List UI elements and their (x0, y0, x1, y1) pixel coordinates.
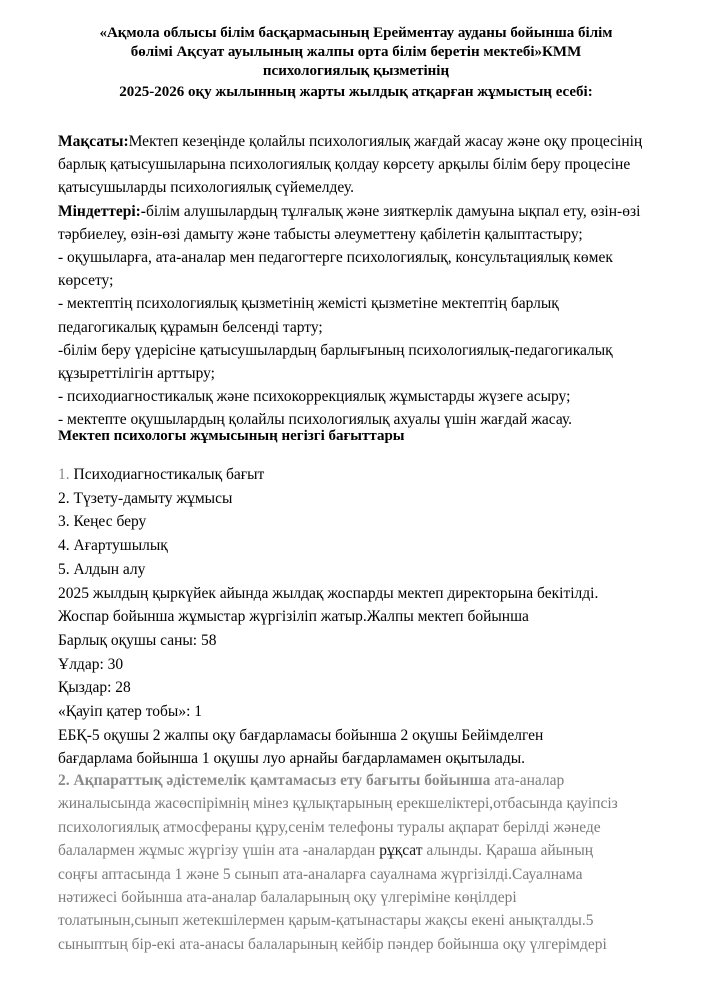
tasks-line-1 (58, 200, 668, 223)
goal-label: Мақсаты: (58, 133, 129, 150)
sen-line-2: бағдарлама бойынша 1 оқушы луо арнайы бағдарламамен оқытылады. (58, 750, 525, 768)
tasks-label: Міндеттері:- (58, 202, 146, 220)
student-boys: Ұлдар: 30 (58, 655, 124, 673)
tasks-text-1: білім алушылардың тұлғалық және зияткерлік дамуына ықпал ету, өзін-өзі (145, 202, 641, 220)
section-2-text-4b: рұқсат (379, 842, 423, 860)
section-2-label: 2. Ақпараттық әдістемелік қамтамасыз ету бағыты бойынша (58, 772, 491, 789)
goal-line-1 (58, 130, 668, 153)
directions-heading: Мектеп психологы жұмысының негізгі бағыттары (58, 428, 405, 444)
section-2-line-5: соңғы аптасында 1 және 5 сынып ата-аналарға сауалнама жүргізілді.Сауалнама (58, 865, 583, 883)
section-2-line-8: сыныптың бір-екі ата-анасы балаларының кейбір пәндер бойынша оқу үлгерімдері (58, 935, 607, 953)
section-2-line-6: нәтижесі бойынша ата-аналар балаларының оқу үлгеріміне көңілдері (58, 889, 517, 907)
title-line-3: психологиялық қызметінің (262, 63, 450, 79)
tasks-line-7: -білім беру үдерісіне қатысушылардың барлығының психологиялық-педагогикалық (58, 341, 613, 359)
student-total: Барлық оқушы саны: 58 (58, 631, 217, 649)
direction-item-1 (58, 463, 678, 487)
section-2-line-4 (58, 839, 678, 862)
direction-item-3: 3. Кеңес беру (58, 513, 147, 531)
direction-item-5: 5. Алдын алу (58, 560, 146, 578)
plan-line-2: Жоспар бойынша жұмыстар жүргізіліп жатыр.Жалпы мектеп бойынша (58, 608, 529, 626)
directions-list (58, 463, 678, 771)
section-2 (58, 769, 678, 956)
student-girls: Қыздар: 28 (58, 679, 131, 697)
section-2-line-3: психологиялық атмосфераны құру,сенім телефоны туралы ақпарат берілді жәнеде (58, 818, 601, 836)
tasks-line-6: педагогикалық құрамын белсенді тарту; (58, 318, 323, 336)
goal-text-1: Мектеп кезеңінде қолайлы психологиялық жағдай жасау және оқу процесінің (128, 133, 643, 150)
title-line-1: «Ақмола облысы білім басқармасының Ерейментау ауданы бойынша білім (99, 25, 613, 41)
section-2-text-1: ата-аналар (490, 772, 565, 789)
tasks-line-5: - мектептің психологиялық қызметінің жемісті қызметіне мектептің барлық (58, 295, 559, 313)
tasks-line-8: құзыреттілігін арттыру; (58, 365, 215, 383)
section-2-text-4c: алынды. Қараша айының (422, 842, 594, 860)
tasks-line-3: - оқушыларға, ата-аналар мен педагогтерге психологиялық, консультациялық көмек (58, 249, 613, 267)
tasks-line-2: тәрбиелеу, өзін-өзі дамыту және табысты әлеуметтену қабілетін қалыптастыру; (58, 225, 583, 243)
goal-line-3: қатысушыларды психологиялық сүйемелдеу. (58, 179, 354, 197)
tasks-line-9: - психодиагностикалық және психокоррекциялық жұмыстарды жүзеге асыру; (58, 388, 571, 406)
section-2-text-4a: балалармен жұмыс жүргізу үшін ата -аналардан (58, 842, 380, 860)
document-title (40, 24, 672, 102)
goal-line-2: барлық қатысушыларына психологиялық қолдау көрсету арқылы білім беру процесіне (58, 156, 631, 174)
tasks-line-10: - мектепте оқушылардың қолайлы психологиялық ахуалы үшін жағдай жасау. (58, 411, 573, 429)
title-line-2: бөлімі Ақсуат ауылының жалпы орта білім беретін мектебі»КММ (130, 44, 582, 60)
section-2-line-7: толатынын,сынып жетекшілермен қарым-қатынастары жақсы екені анықталды.5 (58, 912, 594, 930)
sen-line-1: ЕБҚ-5 оқушы 2 жалпы оқу бағдарламасы бойынша 2 оқушы Бейімделген (58, 726, 544, 744)
direction-item-4: 4. Ағартушылық (58, 537, 168, 555)
goals-and-tasks (58, 130, 668, 432)
tasks-line-4: көрсету; (58, 272, 114, 290)
risk-group: «Қауіп қатер тобы»: 1 (58, 703, 202, 721)
plan-line-1: 2025 жылдың қыркүйек айында жылдақ жоспарды мектеп директорына бекітілді. (58, 584, 599, 602)
section-2-line-2: жиналысында жасөспірімнің мінез құлықтарының ерекшеліктері,отбасында қауіпсіз (58, 795, 618, 813)
section-2-line-1 (58, 769, 678, 792)
direction-item-1-number: 1. (58, 466, 70, 483)
direction-item-1-text: Психодиагностикалық бағыт (69, 466, 265, 483)
direction-item-2: 2. Түзету-дамыту жұмысы (58, 489, 233, 507)
title-line-4: 2025-2026 оқу жылынның жарты жылдық атқарған жұмыстың есебі: (119, 84, 593, 100)
